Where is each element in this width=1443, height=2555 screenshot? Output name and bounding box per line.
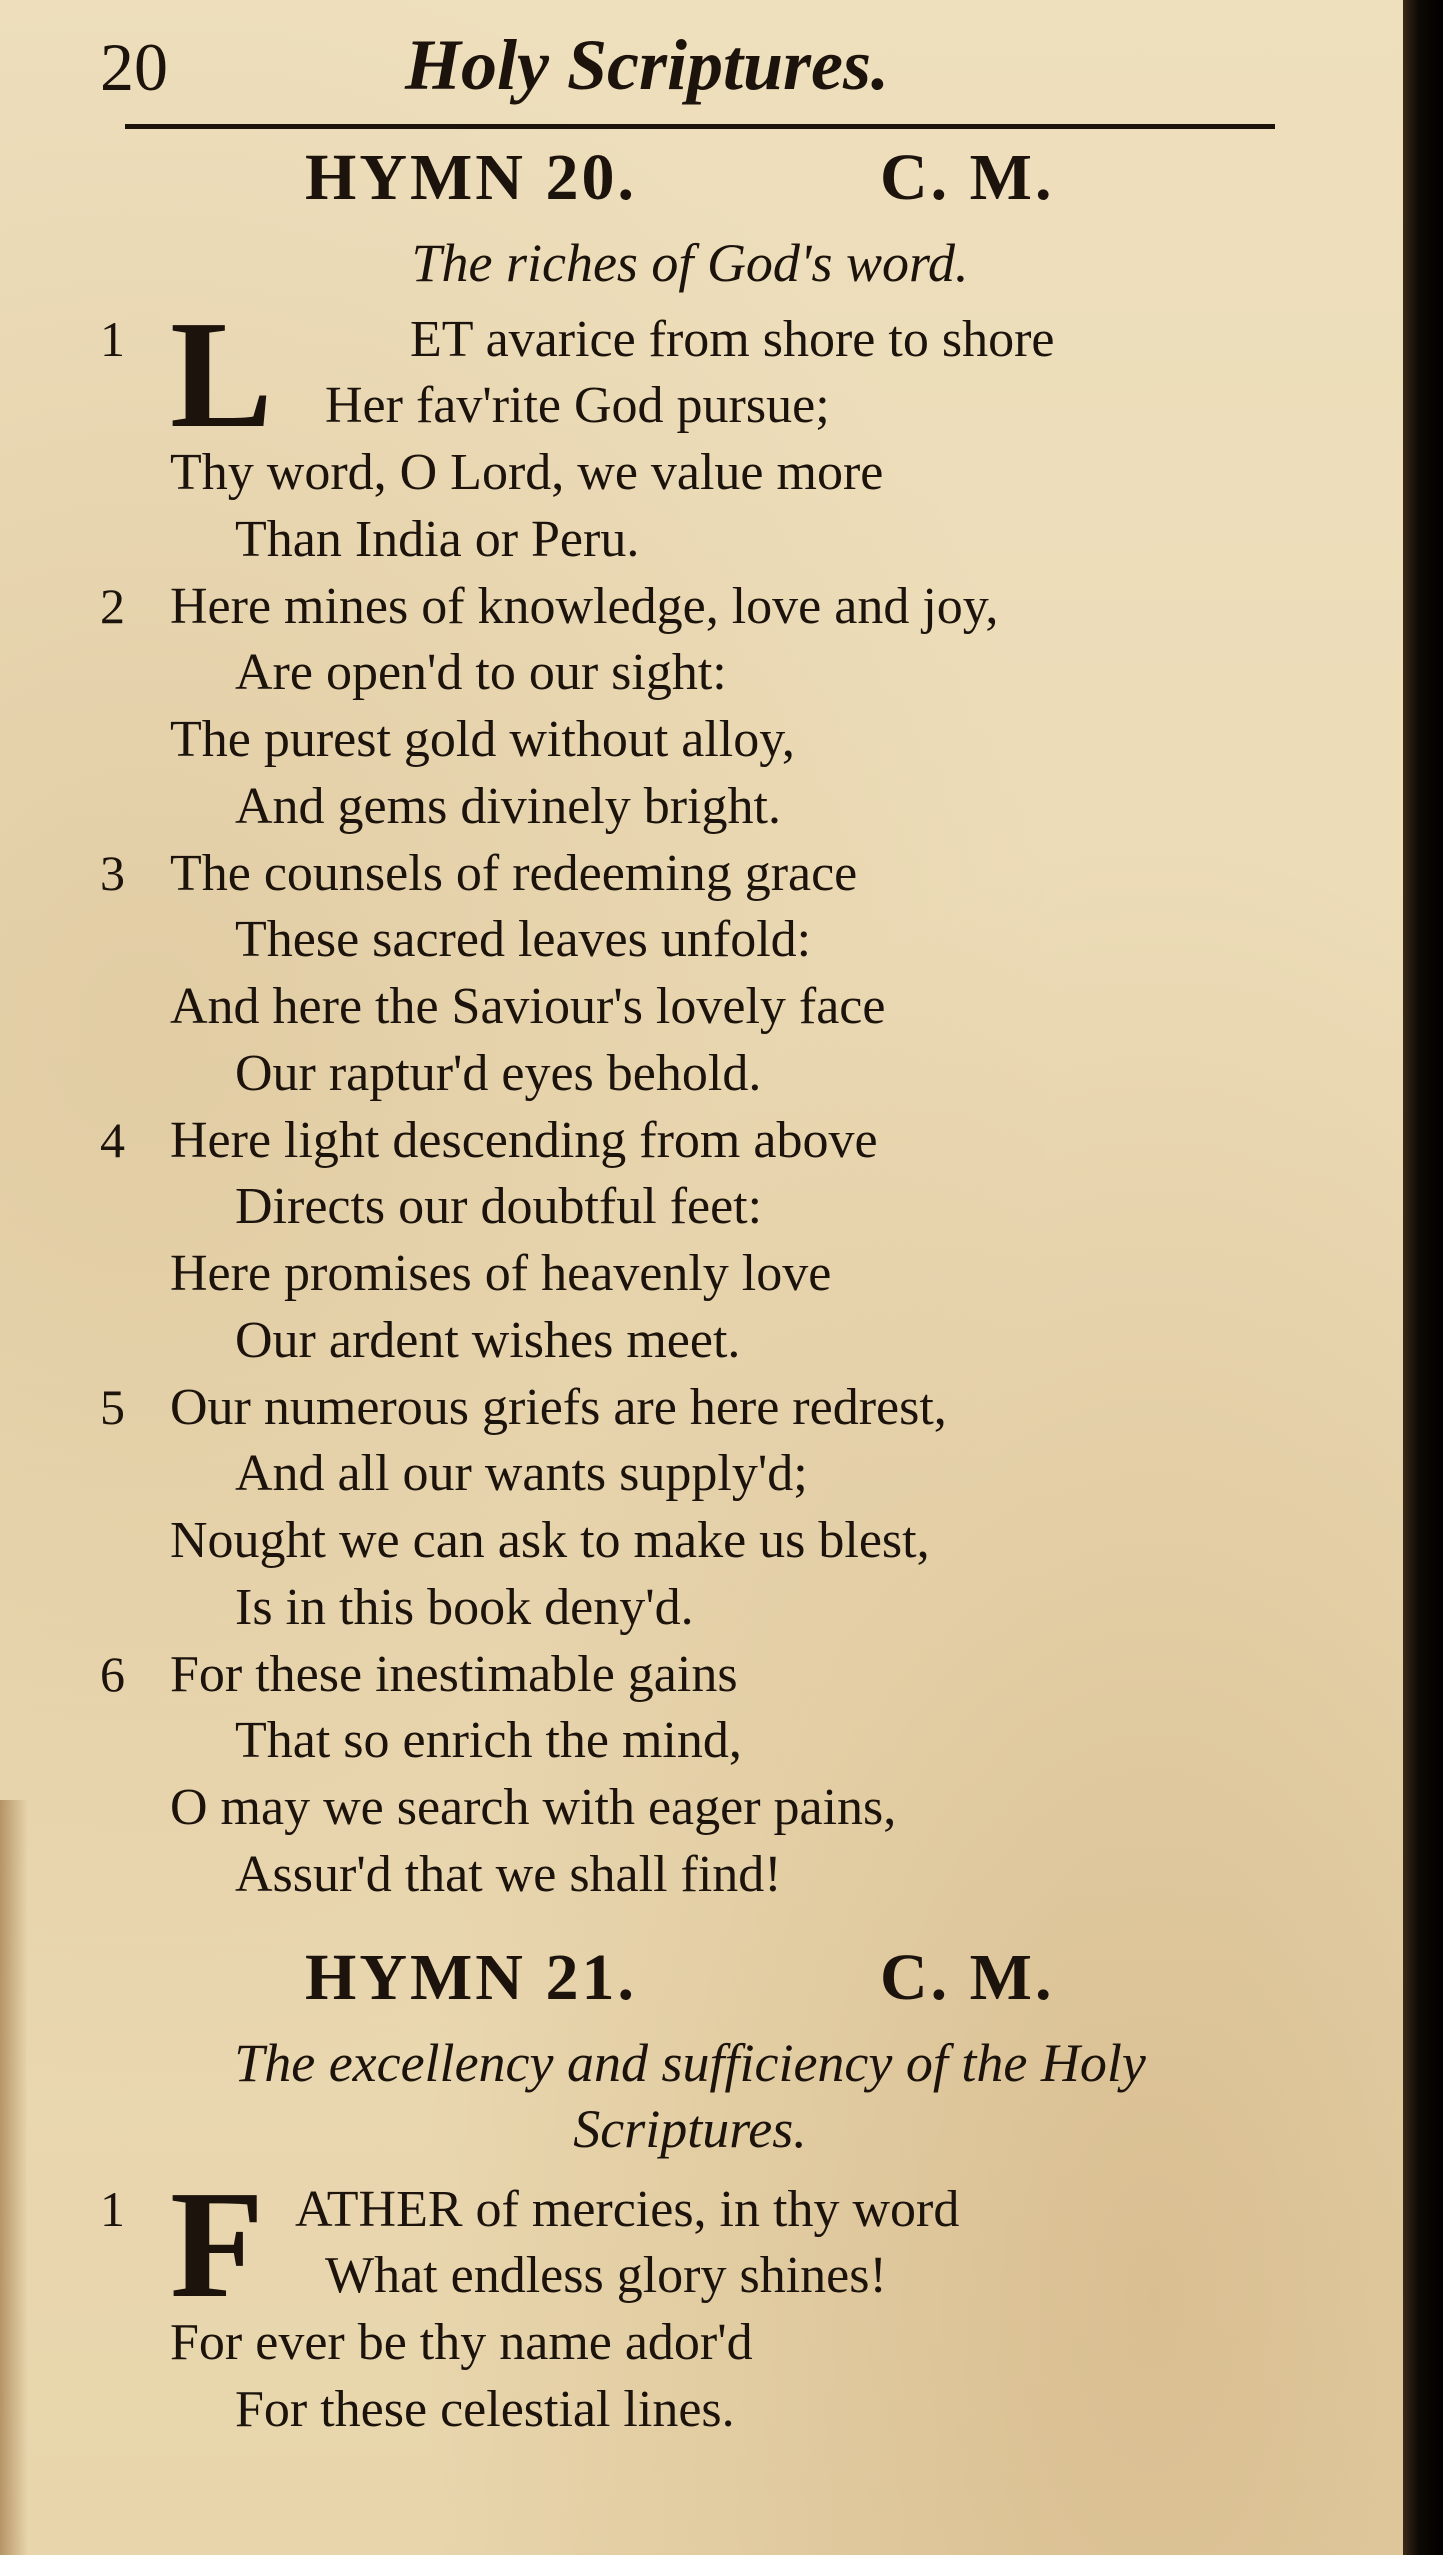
verse-line: What endless glory shines! <box>325 2247 887 2304</box>
running-head <box>100 24 1260 114</box>
verse-line: Here mines of knowledge, love and joy, <box>170 578 999 635</box>
verse-line: Directs our doubtful feet: <box>235 1178 763 1235</box>
verse-line: Thy word, O Lord, we value more <box>170 444 884 501</box>
running-title: Holy Scriptures. <box>405 25 890 105</box>
verse-line: For these celestial lines. <box>235 2381 735 2438</box>
verse-line: That so enrich the mind, <box>235 1712 742 1769</box>
verse-line: O may we search with eager pains, <box>170 1779 897 1836</box>
verse-number: 5 <box>100 1379 125 1435</box>
verse-line: For these inestimable gains <box>170 1646 738 1703</box>
verse-line: Than India or Peru. <box>235 511 640 568</box>
verse-line: The purest gold without alloy, <box>170 711 795 768</box>
verse-line: The counsels of redeeming grace <box>170 845 858 902</box>
verse-line: And here the Saviour's lovely face <box>170 978 886 1035</box>
hymn-21-title <box>305 1940 1055 2016</box>
verse-line: Is in this book deny'd. <box>235 1579 694 1636</box>
verse-line: Here light descending from above <box>170 1112 878 1169</box>
verse-line: Our numerous griefs are here redrest, <box>170 1379 947 1436</box>
hymn-20-subtitle: The riches of God's word. <box>411 233 969 293</box>
verse-line: Nought we can ask to make us blest, <box>170 1512 930 1569</box>
hymn-21-subtitle-line-1: The excellency and sufficiency of the Holy <box>234 2033 1146 2093</box>
verse-line: Are open'd to our sight: <box>235 644 727 701</box>
book-spine-shadow <box>1403 0 1443 2555</box>
verse-line: And gems divinely bright. <box>235 778 781 835</box>
hymn-meter: C. M. <box>880 1941 1055 2014</box>
hymn-meter: C. M. <box>880 141 1055 214</box>
hymn-20-title <box>305 140 1055 216</box>
verse-number: 4 <box>100 1112 125 1168</box>
verse-line: Her fav'rite God pursue; <box>325 377 830 434</box>
hymn-number: HYMN 20. <box>305 141 637 214</box>
verse-line: Assur'd that we shall find! <box>235 1846 782 1903</box>
hymn-number: HYMN 21. <box>305 1941 637 2014</box>
hymn-21-subtitle-line-2: Scriptures. <box>573 2099 807 2159</box>
verse-line: ET avarice from shore to shore <box>410 311 1055 368</box>
verse-number: 6 <box>100 1646 125 1702</box>
verse-number: 1 <box>100 311 125 367</box>
verse-line: Our raptur'd eyes behold. <box>235 1045 762 1102</box>
verse-number: 2 <box>100 578 125 634</box>
verse-number: 3 <box>100 845 125 901</box>
verse-line: ATHER of mercies, in thy word <box>295 2181 960 2238</box>
verse-line: These sacred leaves unfold: <box>235 911 812 968</box>
drop-cap: F <box>170 2160 265 2330</box>
verse-line: Here promises of heavenly love <box>170 1245 832 1302</box>
page-number: 20 <box>100 29 168 105</box>
header-rule <box>125 124 1275 129</box>
drop-cap: L <box>170 290 273 460</box>
verse-line: Our ardent wishes meet. <box>235 1312 741 1369</box>
verse-line: For ever be thy name ador'd <box>170 2314 753 2371</box>
verse-number: 1 <box>100 2181 125 2237</box>
verse-line: And all our wants supply'd; <box>235 1445 808 1502</box>
